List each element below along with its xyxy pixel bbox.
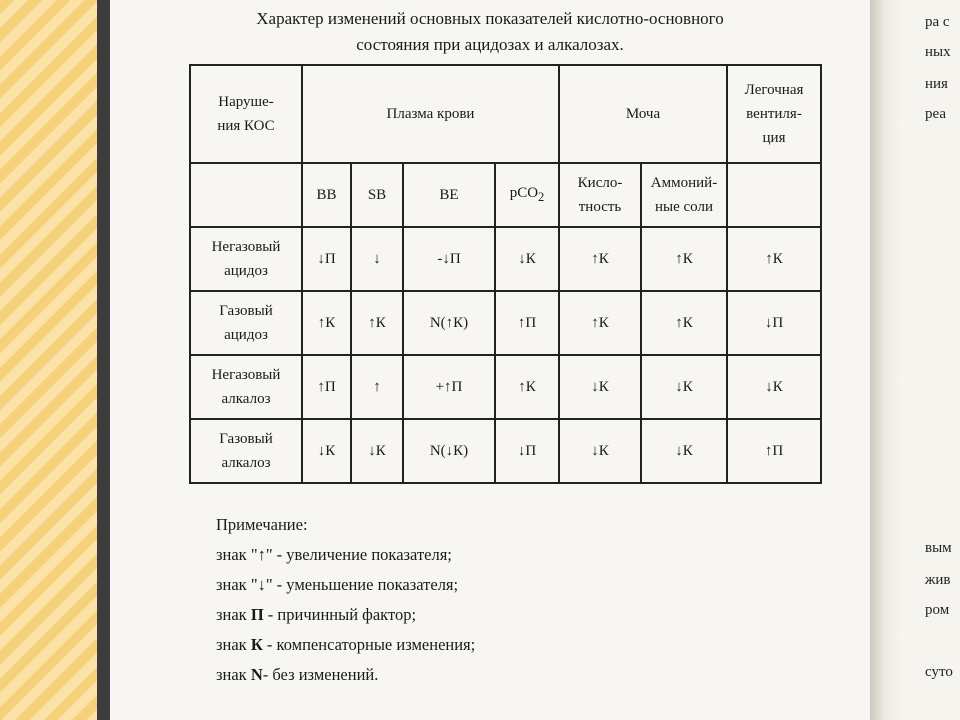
subheader-sb: SB xyxy=(351,163,403,227)
up-arrow-icon: ↑ xyxy=(257,545,266,564)
cell-pco2: ↑П xyxy=(495,291,559,355)
down-arrow-icon: ↓ xyxy=(257,575,266,594)
cell-ammonium: ↑К xyxy=(641,227,727,291)
cell-vent: ↑П xyxy=(727,419,821,483)
page-title xyxy=(110,6,870,58)
book-gutter xyxy=(97,0,110,720)
cell-sb: ↓К xyxy=(351,419,403,483)
subheader-empty xyxy=(190,163,302,227)
adjacent-page xyxy=(870,0,960,720)
subheader-pco2: pCO$_2$ xyxy=(495,163,559,227)
cell-sb: ↑К xyxy=(351,291,403,355)
cell-acidity: ↓К xyxy=(559,355,641,419)
note-up: знак "↑" - увеличение показателя; xyxy=(216,545,452,564)
table-row xyxy=(190,355,821,419)
right-page-fragment: вым xyxy=(925,540,952,556)
right-page-fragment: ния xyxy=(925,76,948,92)
cell-ammonium: ↓К xyxy=(641,419,727,483)
subheader-be: BE xyxy=(403,163,495,227)
row-name: Негазовый ацидоз xyxy=(190,227,302,291)
row-name: Газовый ацидоз xyxy=(190,291,302,355)
notes-section xyxy=(216,510,475,690)
note-p: знак П - причинный фактор; xyxy=(216,605,417,624)
right-page-fragment: ром xyxy=(925,602,950,618)
table-subheader-row xyxy=(190,163,821,227)
row-name: Газовый алкалоз xyxy=(190,419,302,483)
table-header-row xyxy=(190,65,821,163)
cell-bb: ↓П xyxy=(302,227,351,291)
table-row xyxy=(190,291,821,355)
right-page-fragment: ра с xyxy=(925,14,950,30)
cell-sb: ↓ xyxy=(351,227,403,291)
note-k: знак К - компенсаторные изменения; xyxy=(216,635,476,654)
cell-vent: ↓П xyxy=(727,291,821,355)
cell-be: N(↑К) xyxy=(403,291,495,355)
table-row xyxy=(190,227,821,291)
note-down: знак "↓" - уменьшение показателя; xyxy=(216,575,459,594)
cell-acidity: ↑К xyxy=(559,291,641,355)
cell-vent: ↑К xyxy=(727,227,821,291)
cell-acidity: ↓К xyxy=(559,419,641,483)
title-line-1: Характер изменений основных показателей кислотно-основного xyxy=(256,9,724,28)
decorative-stripe-background xyxy=(0,0,97,720)
header-disorder: Наруше- ния КОС xyxy=(190,65,302,163)
cell-bb: ↑К xyxy=(302,291,351,355)
right-page-fragment: суто xyxy=(925,664,953,680)
title-line-2: состояния при ацидозах и алкалозах. xyxy=(356,35,624,54)
cell-bb: ↓К xyxy=(302,419,351,483)
header-urine: Моча xyxy=(559,65,727,163)
subheader-empty-vent xyxy=(727,163,821,227)
table-row xyxy=(190,419,821,483)
cell-pco2: ↑К xyxy=(495,355,559,419)
right-page-fragment: жив xyxy=(925,572,951,588)
right-page-fragment: ных xyxy=(925,44,951,60)
cell-be: -↓П xyxy=(403,227,495,291)
cell-acidity: ↑К xyxy=(559,227,641,291)
subheader-bb: BB xyxy=(302,163,351,227)
row-name: Негазовый алкалоз xyxy=(190,355,302,419)
cell-ammonium: ↓К xyxy=(641,355,727,419)
notes-heading: Примечание: xyxy=(216,515,308,534)
cell-be: N(↓К) xyxy=(403,419,495,483)
subheader-acidity: Кисло- тность xyxy=(559,163,641,227)
cell-vent: ↓К xyxy=(727,355,821,419)
acid-base-table xyxy=(189,64,822,484)
right-page-fragment: реа xyxy=(925,106,946,122)
cell-pco2: ↓К xyxy=(495,227,559,291)
cell-ammonium: ↑К xyxy=(641,291,727,355)
header-plasma: Плазма крови xyxy=(302,65,559,163)
note-n: знак N- без изменений. xyxy=(216,665,379,684)
header-ventilation: Легочная вентиля- ция xyxy=(727,65,821,163)
cell-pco2: ↓П xyxy=(495,419,559,483)
cell-sb: ↑ xyxy=(351,355,403,419)
subheader-ammonium: Аммоний- ные соли xyxy=(641,163,727,227)
cell-be: +↑П xyxy=(403,355,495,419)
cell-bb: ↑П xyxy=(302,355,351,419)
